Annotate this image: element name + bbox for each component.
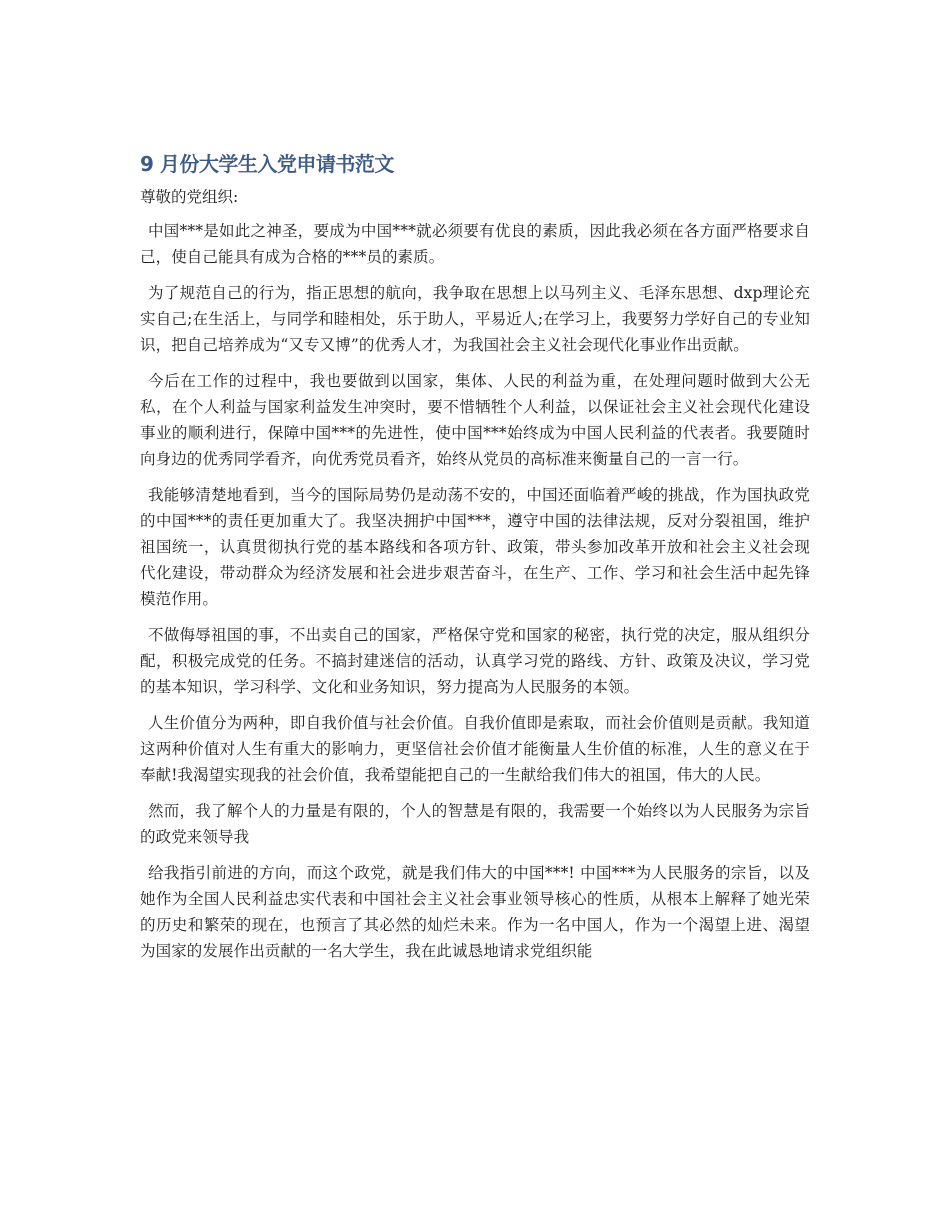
paragraph-8: 给我指引前进的方向，而这个政党，就是我们伟大的中国***! 中国***为人民服务的宗旨，以及她作为全国人民利益忠实代表和中国社会主义社会事业领导核心的性质，从根本上解释了她光荣的历史和繁荣的现在，也预言了其必然的灿烂未来。作为一名中国人，作为一个渴望上进、渴望为国家的发展作出贡献的一名大学生，我在此诚恳地请求党组织能 bbox=[140, 864, 810, 960]
paragraph-2: 为了规范自己的行为，指正思想的航向，我争取在思想上以马列主义、毛泽东思想、dxp理论充实自己;在生活上，与同学和睦相处，乐于助人，平易近人;在学习上，我要努力学好自己的专业知识，把自己培养成为“又专又博”的优秀人才，为我国社会主义社会现代化事业作出贡献。 bbox=[140, 284, 810, 354]
paragraph-3: 今后在工作的过程中，我也要做到以国家，集体、人民的利益为重，在处理问题时做到大公无私，在个人利益与国家利益发生冲突时，要不惜牺牲个人利益，以保证社会主义社会现代化建设事业的顺利进行，保障中国***的先进性，使中国***始终成为中国人民利益的代表者。我要随时向身边的优秀同学看齐，向优秀党员看齐，始终从党员的高标准来衡量自己的一言一行。 bbox=[140, 372, 810, 468]
paragraph-6: 人生价值分为两种，即自我价值与社会价值。自我价值即是索取，而社会价值则是贡献。我知道这两种价值对人生有重大的影响力，更坚信社会价值才能衡量人生价值的标准，人生的意义在于奉献!我渴望实现我的社会价值，我希望能把自己的一生献给我们伟大的祖国，伟大的人民。 bbox=[140, 714, 810, 784]
salutation: 尊敬的党组织: bbox=[140, 188, 239, 206]
document-page bbox=[140, 150, 810, 974]
paragraph-7: 然而，我了解个人的力量是有限的，个人的智慧是有限的，我需要一个始终以为人民服务为宗旨的政党来领导我 bbox=[140, 802, 810, 846]
paragraph-1: 中国***是如此之神圣，要成为中国***就必须要有优良的素质，因此我必须在各方面严格要求自己，使自己能具有成为合格的***员的素质。 bbox=[140, 222, 810, 266]
paragraph-4: 我能够清楚地看到，当今的国际局势仍是动荡不安的，中国还面临着严峻的挑战，作为国执政党的中国***的责任更加重大了。我坚决拥护中国***，遵守中国的法律法规，反对分裂祖国，维护祖国统一，认真贯彻执行党的基本路线和各项方针、政策，带头参加改革开放和社会主义社会现代化建设，带动群众为经济发展和社会进步艰苦奋斗，在生产、工作、学习和社会生活中起先锋模范作用。 bbox=[140, 486, 810, 608]
document-title: 9 月份大学生入党申请书范文 bbox=[140, 152, 394, 176]
paragraph-5: 不做侮辱祖国的事，不出卖自己的国家，严格保守党和国家的秘密，执行党的决定，服从组织分配，积极完成党的任务。不搞封建迷信的活动，认真学习党的路线、方针、政策及决议，学习党的基本知识，学习科学、文化和业务知识，努力提高为人民服务的本领。 bbox=[140, 626, 810, 696]
